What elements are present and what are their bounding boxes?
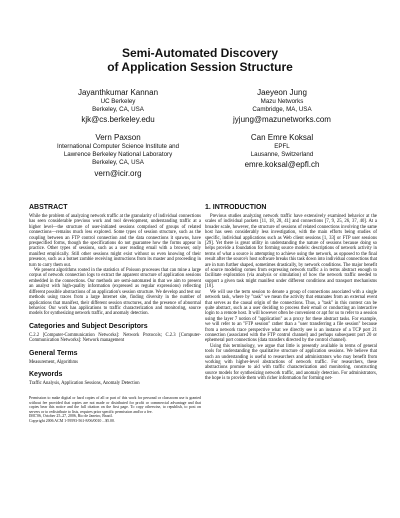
title-line-1: Semi-Automated Discovery [121, 46, 279, 60]
author-location: Berkeley, CA, USA [92, 159, 144, 167]
categories-heading: Categories and Subject Descriptors [29, 322, 148, 330]
abstract-heading: ABSTRACT [29, 204, 68, 211]
author-name: Jaeyeon Jung [257, 88, 307, 97]
author-name: Jayanthkumar Kannan [77, 88, 159, 97]
author-email[interactable]: kjk@cs.berkeley.edu [81, 115, 155, 125]
introduction-heading: 1. INTRODUCTION [205, 204, 267, 211]
title-line-2: of Application Session Structure [107, 60, 293, 74]
general-terms-heading: General Terms [29, 349, 78, 357]
author-location: Berkeley, CA, USA [92, 106, 144, 114]
author-affiliation: UC Berkeley [100, 98, 136, 105]
author-block [192, 88, 372, 125]
author-affiliation: Lawrence Berkeley National Laboratory [63, 151, 173, 159]
author-affiliation: International Computer Science Institute and [56, 143, 180, 150]
paper-title [0, 46, 400, 74]
author-location: Lausanne, Switzerland [250, 151, 314, 159]
categories-text: C.2.2 [Computer-Communication Networks]: Network Protocols; C.2.3 [Computer-Communication Networks]: Network management [29, 332, 201, 344]
author-block [28, 88, 208, 125]
author-email[interactable]: vern@icir.org [94, 168, 142, 178]
introduction-paragraph: Using this terminology, we argue that little is presently available in terms of general tools for understanding the qualitative structure of application sessions. We believe that such an understanding is useful to researchers and administrators who may benefit from working with higher-level abstractions of network traffic. For researchers, these abstractions promise to aid with traffic characterization and monitoring, constructing source models for synthesizing network traffic, and anomaly detection. For administrators, the hope is to provide them with richer information for forming net- [205, 343, 377, 382]
author-block [192, 133, 372, 170]
abstract-paragraph: While the problem of analyzing network traffic at the granularity of individual connections has seen considerable previous work and tool development, understanding traffic at a higher level—the structure of user-initiated sessions comprised of groups of related connections—remains much less explored. Some types of session structure, such as the coupling between an FTP control connection and the data connections it spawns, have prespecified forms, though the specifications do not guarantee how the forms appear in practice. Other types of sessions, such as a user reading email with a browser, only manifest empirically. Still other sessions might exist without us even knowing of their presence, such as a botnet zombie receiving instructions from its master and proceeding in turn to carry them out. [29, 214, 201, 268]
author-email[interactable]: emre.koksal@epfl.ch [244, 160, 320, 170]
author-name: Can Emre Koksal [250, 133, 314, 142]
author-affiliation: Mazu Networks [260, 98, 304, 105]
author-location: Cambridge, MA, USA [252, 106, 312, 114]
author-block [28, 133, 208, 179]
copyright-line: Copyright 2006 ACM 1-59593-561-8/06/0010 ...$5.00. [29, 418, 115, 423]
author-email[interactable]: jyjung@mazunetworks.com [233, 115, 331, 125]
left-column [29, 204, 201, 423]
right-column [205, 204, 377, 382]
keywords-heading: Keywords [29, 370, 63, 378]
introduction-paragraph: Previous studies analyzing network traffic have extensively examined behavior at the scales of individual packets [11, 18, 28, 41] and connections [7, 9, 25, 26, 37, 40]. At a broader scale, however, the structure of sessions of related connections involving the same host has seen considerably less investigation, with the main efforts being studies of specific, individual applications such as Web client sessions [1, 33] or FTP user sessions [29]. Yet there is great utility in understanding the nature of sessions because doing so helps provide a foundation for forming source models: descriptions of network activity in terms of what a source is attempting to achieve using the network, as opposed to the final result after the source's host software breaks this task down into individual connections that are in turn further shaped, sometimes drastically, by network conditions. The major benefit of source modeling comes from expressing network traffic a in terms abstract enough to facilitate exploration (via analysis or simulation) of how the network traffic needed to support a given task might manifest under different conditions and transport mechanisms [10]. [205, 214, 377, 290]
author-name: Vern Paxson [95, 133, 141, 142]
keywords-text: Traffic Analysis, Application Sessions, Anomaly Detection [29, 380, 140, 386]
abstract-paragraph: We present algorithms rooted in the statistics of Poisson processes that can mine a large corpus of network connection logs to extract the apparent structure of application sessions embedded in the connections. Our methods are semi-automated in that we aim to present an analyst with high-quality information (expressed as regular expressions) reflecting different possible abstractions of an application's session structure. We develop and test our methods using traces from a large Internet site, finding diversity in the number of applications that manifest, their different session structures, and the presence of abnormal behavior. Our work has applications to traffic characterization and monitoring, source models for synthesizing network traffic, and anomaly detection. [29, 268, 201, 317]
permission-notice: Permission to make digital or hard copies of all or part of this work for personal or classroom use is granted without fee provided that copies are not made or distributed for profit or commercial advantage and that copies bear this notice and the full citation on the first page. To copy otherwise, to republish, to post on servers or to redistribute to lists, requires prior specific permission and/or a fee. [29, 396, 201, 414]
general-terms-text: Measurement, Algorithms [29, 359, 78, 365]
conference-info: IMC'06, October 25–27, 2006, Rio de Janeiro, Brazil. [29, 414, 113, 419]
introduction-paragraph: We will use the term session to denote a group of connections associated with a single network task, where by "task" we mean the activity that emanates from an external event that serves as the causal origin of the connections. Thus, a "task" in this context can be quite abstract, such as a user deciding to process their email or conducting an interactive login to a remote host. It will however often be convenient or apt for us to refer to a session using the layer 7 notion of "application" as a proxy for these abstract tasks. For example, we will refer to an "FTP session" rather than a "user transferring a file session" because from a network trace perspective what we directly see is an instance of a TCP port 21 connection (associated with the FTP control channel) and perhaps subsequent port 20 or ephemeral port connections (data transfers directed by the control channel). [205, 289, 377, 344]
author-affiliation: EPFL [274, 143, 290, 150]
